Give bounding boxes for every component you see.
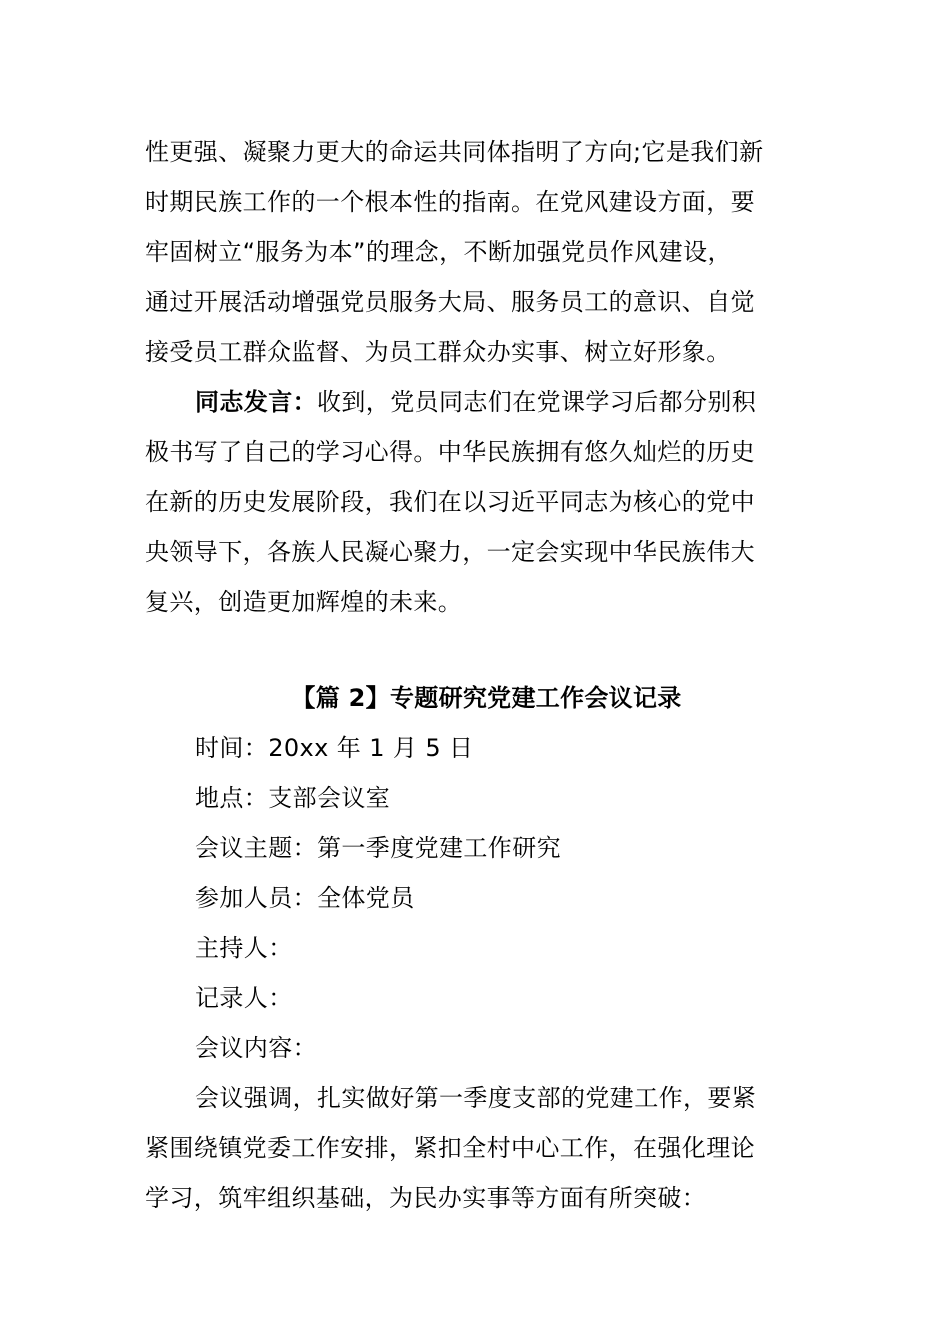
meeting-recorder: 记录人： — [195, 984, 293, 1012]
paragraph-meeting-body — [145, 1073, 810, 1223]
text-line: 学习，筑牢组织基础，为民办实事等方面有所突破： — [145, 1184, 707, 1212]
meeting-content-label: 会议内容： — [195, 1034, 317, 1062]
text-line: 紧围绕镇党委工作安排，紧扣全村中心工作，在强化理论 — [145, 1134, 755, 1162]
text-line: 性更强、凝聚力更大的命运共同体指明了方向;它是我们新 — [145, 138, 764, 166]
text-line: 会议强调，扎实做好第一季度支部的党建工作，要紧 — [195, 1084, 757, 1112]
speech-text: 收到，党员同志们在党课学习后都分别积 — [317, 388, 757, 416]
meeting-attendees: 参加人员：全体党员 — [195, 884, 415, 912]
paragraph-comrade-speech — [145, 377, 810, 627]
text-line: 接受员工群众监督、为员工群众办实事、树立好形象。 — [145, 338, 731, 366]
paragraph-national-unity — [145, 127, 810, 377]
document-body — [145, 127, 810, 1223]
text-line: 在新的历史发展阶段，我们在以习近平同志为核心的党中 — [145, 488, 755, 516]
speech-label: 同志发言： — [195, 388, 317, 416]
meeting-time: 时间：20xx 年 1 月 5 日 — [195, 734, 474, 762]
text-line: 复兴，创造更加辉煌的未来。 — [145, 588, 463, 616]
speech-first-line — [145, 377, 810, 427]
text-line: 央领导下，各族人民凝心聚力，一定会实现中华民族伟大 — [145, 538, 755, 566]
text-line: 时期民族工作的一个根本性的指南。在党风建设方面，要 — [145, 188, 755, 216]
text-line: 牢固树立“服务为本”的理念，不断加强党员作风建设， — [145, 238, 732, 266]
meeting-location: 地点：支部会议室 — [195, 784, 391, 812]
meeting-info — [145, 723, 810, 1073]
text-line: 通过开展活动增强党员服务大局、服务员工的意识、自觉 — [145, 288, 755, 316]
section-heading: 【篇 2】专题研究党建工作会议记录 — [291, 684, 682, 712]
meeting-host: 主持人： — [195, 934, 293, 962]
meeting-topic: 会议主题：第一季度党建工作研究 — [195, 834, 561, 862]
text-line: 极书写了自己的学习心得。中华民族拥有悠久灿烂的历史 — [145, 438, 755, 466]
